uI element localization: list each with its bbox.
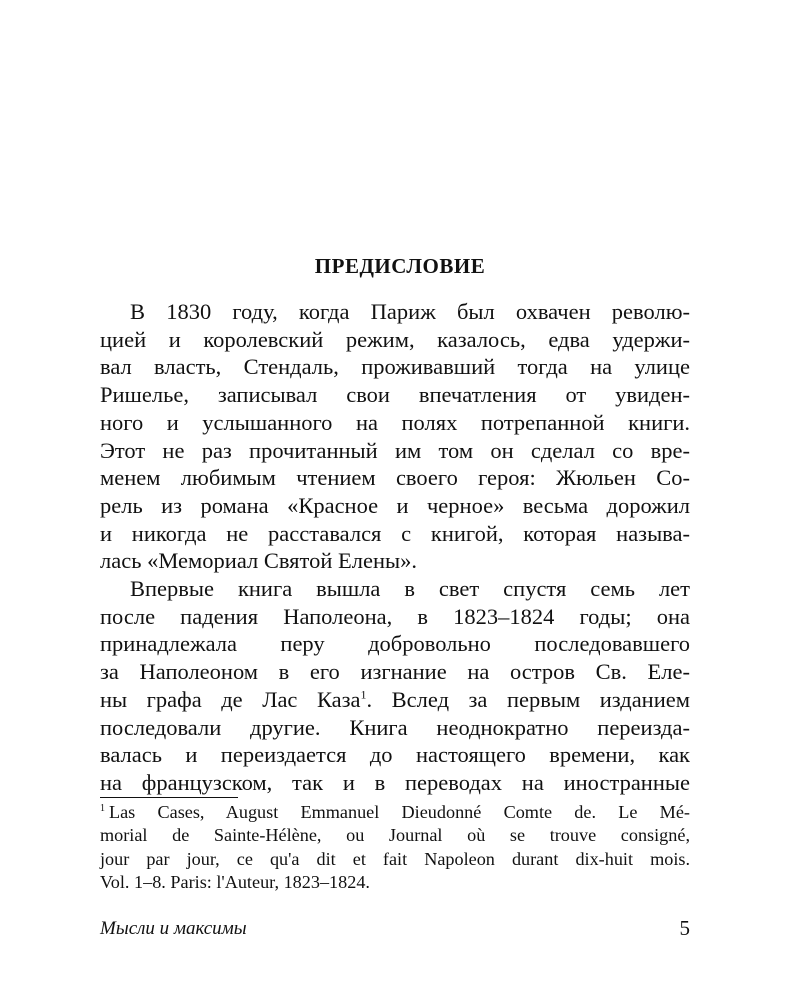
text-line: валась и переиздается до настоящего времени, как xyxy=(100,742,690,768)
text-line: вал власть, Стендаль, проживавший тогда на улице xyxy=(100,354,690,380)
text-line: принадлежала перу добровольно последовавшего xyxy=(100,631,690,657)
text-line: и никогда не расставался с книгой, которая называ- xyxy=(100,520,690,546)
text-segment: ны графа де Лас Каза xyxy=(100,686,361,712)
text-line: последовали другие. Книга неоднократно переизда- xyxy=(100,714,690,740)
text-line: рель из романа «Красное и черное» весьма дорожил xyxy=(100,492,690,518)
text-line-with-footnote xyxy=(100,686,690,714)
text-line: В 1830 году, когда Париж был охвачен револю- xyxy=(130,299,690,324)
footnote xyxy=(100,801,690,895)
body-text xyxy=(100,298,690,797)
footnote-line: morial de Sainte-Hélène, ou Journal où se trouve consigné, xyxy=(100,825,690,846)
footnote-line: Vol. 1–8. Paris: l'Auteur, 1823–1824. xyxy=(100,872,370,893)
footnote-divider xyxy=(100,797,238,798)
chapter-heading: ПРЕДИСЛОВИЕ xyxy=(314,254,486,278)
text-line: лась «Мемориал Святой Елены». xyxy=(100,548,417,574)
text-line: ного и услышанного на полях потрепанной книги. xyxy=(100,409,690,435)
text-line: после падения Наполеона, в 1823–1824 годы; она xyxy=(100,603,690,629)
footnote-line xyxy=(100,801,690,824)
text-line: цией и королевский режим, казалось, едва удержи- xyxy=(100,326,690,352)
text-line: Впервые книга вышла в свет спустя семь лет xyxy=(130,576,690,602)
text-line: на французском, так и в переводах на иностранные xyxy=(100,769,690,795)
footnote-line: jour par jour, ce qu'a dit et fait Napoleon durant dix-huit mois. xyxy=(100,848,690,869)
text-line: Ришелье, записывал свои впечатления от увиден- xyxy=(100,382,690,408)
page-number: 5 xyxy=(679,916,690,940)
text-line: Этот не раз прочитанный им том он сделал со вре- xyxy=(100,437,690,463)
text-line: менем любимым чтением своего героя: Жюльен Со- xyxy=(100,465,690,491)
footnote-number: 1 xyxy=(100,802,105,814)
footnote-text: Las Cases, August Emmanuel Dieudonné Comte de. Le Mé- xyxy=(109,802,690,822)
footnote-marker: 1 xyxy=(360,687,367,702)
running-title: Мысли и максимы xyxy=(100,918,247,939)
text-line: за Наполеоном в его изгнание на остров Св. Еле- xyxy=(100,659,690,685)
text-segment: . Вслед за первым изданием xyxy=(366,686,690,712)
